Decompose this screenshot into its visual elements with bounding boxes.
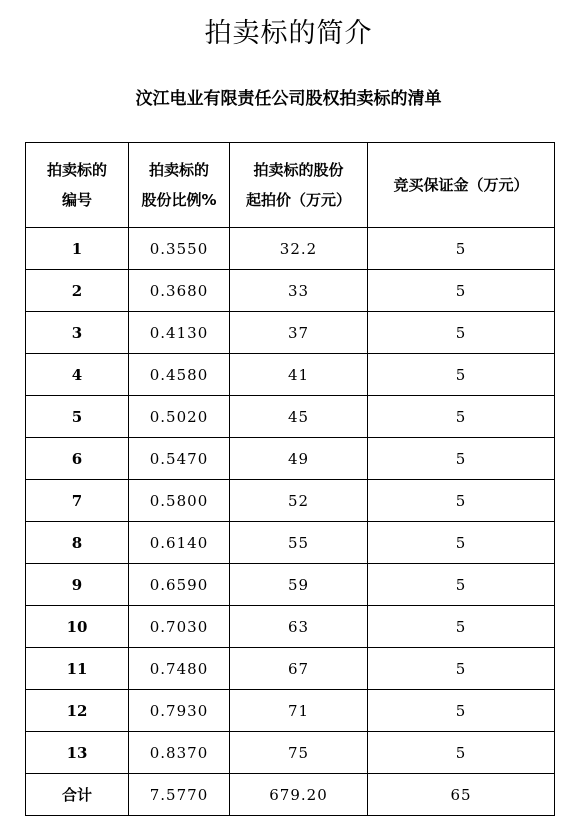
header-item-number bbox=[26, 143, 129, 228]
table-body bbox=[26, 228, 555, 816]
starting-price-cell: 45 bbox=[230, 396, 368, 438]
share-ratio-cell: 0.3550 bbox=[129, 228, 230, 270]
starting-price-cell: 75 bbox=[230, 732, 368, 774]
share-ratio-cell: 0.4580 bbox=[129, 354, 230, 396]
header-deposit bbox=[368, 143, 555, 228]
header-line: 起拍价（万元） bbox=[245, 191, 351, 209]
share-ratio-cell: 0.6140 bbox=[129, 522, 230, 564]
deposit-cell: 5 bbox=[368, 606, 555, 648]
deposit-cell: 5 bbox=[368, 438, 555, 480]
total-deposit-cell: 65 bbox=[368, 774, 555, 816]
share-ratio-cell: 0.5800 bbox=[129, 480, 230, 522]
deposit-cell: 5 bbox=[368, 732, 555, 774]
table-row bbox=[26, 312, 555, 354]
deposit-cell: 5 bbox=[368, 270, 555, 312]
item-number-cell: 5 bbox=[26, 396, 129, 438]
item-number-cell: 8 bbox=[26, 522, 129, 564]
document-title: 拍卖标的简介 bbox=[204, 18, 373, 49]
share-ratio-cell: 0.5020 bbox=[129, 396, 230, 438]
header-line: 拍卖标的 bbox=[148, 161, 209, 179]
deposit-cell: 5 bbox=[368, 228, 555, 270]
starting-price-cell: 67 bbox=[230, 648, 368, 690]
table-row bbox=[26, 396, 555, 438]
table-row bbox=[26, 270, 555, 312]
table-row bbox=[26, 606, 555, 648]
table-caption: 汶江电业有限责任公司股权拍卖标的清单 bbox=[135, 89, 442, 109]
starting-price-cell: 49 bbox=[230, 438, 368, 480]
item-number-cell: 7 bbox=[26, 480, 129, 522]
share-ratio-cell: 0.5470 bbox=[129, 438, 230, 480]
item-number-cell: 11 bbox=[26, 648, 129, 690]
deposit-cell: 5 bbox=[368, 564, 555, 606]
starting-price-cell: 33 bbox=[230, 270, 368, 312]
deposit-cell: 5 bbox=[368, 312, 555, 354]
starting-price-cell: 59 bbox=[230, 564, 368, 606]
share-ratio-cell: 0.7930 bbox=[129, 690, 230, 732]
item-number-cell: 4 bbox=[26, 354, 129, 396]
item-number-cell: 3 bbox=[26, 312, 129, 354]
item-number-cell: 1 bbox=[26, 228, 129, 270]
total-label-cell: 合计 bbox=[26, 774, 129, 816]
table-row bbox=[26, 438, 555, 480]
item-number-cell: 13 bbox=[26, 732, 129, 774]
starting-price-cell: 37 bbox=[230, 312, 368, 354]
starting-price-cell: 32.2 bbox=[230, 228, 368, 270]
total-price-cell: 679.20 bbox=[230, 774, 368, 816]
total-row bbox=[26, 774, 555, 816]
deposit-cell: 5 bbox=[368, 396, 555, 438]
table-header bbox=[26, 143, 555, 228]
table-row bbox=[26, 228, 555, 270]
share-ratio-cell: 0.7030 bbox=[129, 606, 230, 648]
starting-price-cell: 52 bbox=[230, 480, 368, 522]
deposit-cell: 5 bbox=[368, 522, 555, 564]
table-row bbox=[26, 690, 555, 732]
starting-price-cell: 71 bbox=[230, 690, 368, 732]
total-ratio-cell: 7.5770 bbox=[129, 774, 230, 816]
starting-price-cell: 55 bbox=[230, 522, 368, 564]
header-row bbox=[26, 143, 555, 228]
header-starting-price bbox=[230, 143, 368, 228]
table-row bbox=[26, 564, 555, 606]
auction-items-table bbox=[25, 142, 555, 816]
item-number-cell: 12 bbox=[26, 690, 129, 732]
deposit-cell: 5 bbox=[368, 480, 555, 522]
table-row bbox=[26, 648, 555, 690]
header-line: 股份比例% bbox=[141, 191, 217, 209]
header-line: 编号 bbox=[61, 191, 92, 209]
table-row bbox=[26, 480, 555, 522]
item-number-cell: 9 bbox=[26, 564, 129, 606]
share-ratio-cell: 0.8370 bbox=[129, 732, 230, 774]
deposit-cell: 5 bbox=[368, 648, 555, 690]
table-row bbox=[26, 354, 555, 396]
header-share-ratio bbox=[129, 143, 230, 228]
starting-price-cell: 63 bbox=[230, 606, 368, 648]
share-ratio-cell: 0.6590 bbox=[129, 564, 230, 606]
header-line: 拍卖标的 bbox=[46, 161, 107, 179]
table-row bbox=[26, 522, 555, 564]
deposit-cell: 5 bbox=[368, 354, 555, 396]
header-line: 拍卖标的股份 bbox=[253, 161, 344, 179]
deposit-cell: 5 bbox=[368, 690, 555, 732]
item-number-cell: 10 bbox=[26, 606, 129, 648]
item-number-cell: 2 bbox=[26, 270, 129, 312]
share-ratio-cell: 0.7480 bbox=[129, 648, 230, 690]
table-row bbox=[26, 732, 555, 774]
share-ratio-cell: 0.4130 bbox=[129, 312, 230, 354]
item-number-cell: 6 bbox=[26, 438, 129, 480]
starting-price-cell: 41 bbox=[230, 354, 368, 396]
share-ratio-cell: 0.3680 bbox=[129, 270, 230, 312]
header-line: 竞买保证金（万元） bbox=[393, 176, 529, 194]
